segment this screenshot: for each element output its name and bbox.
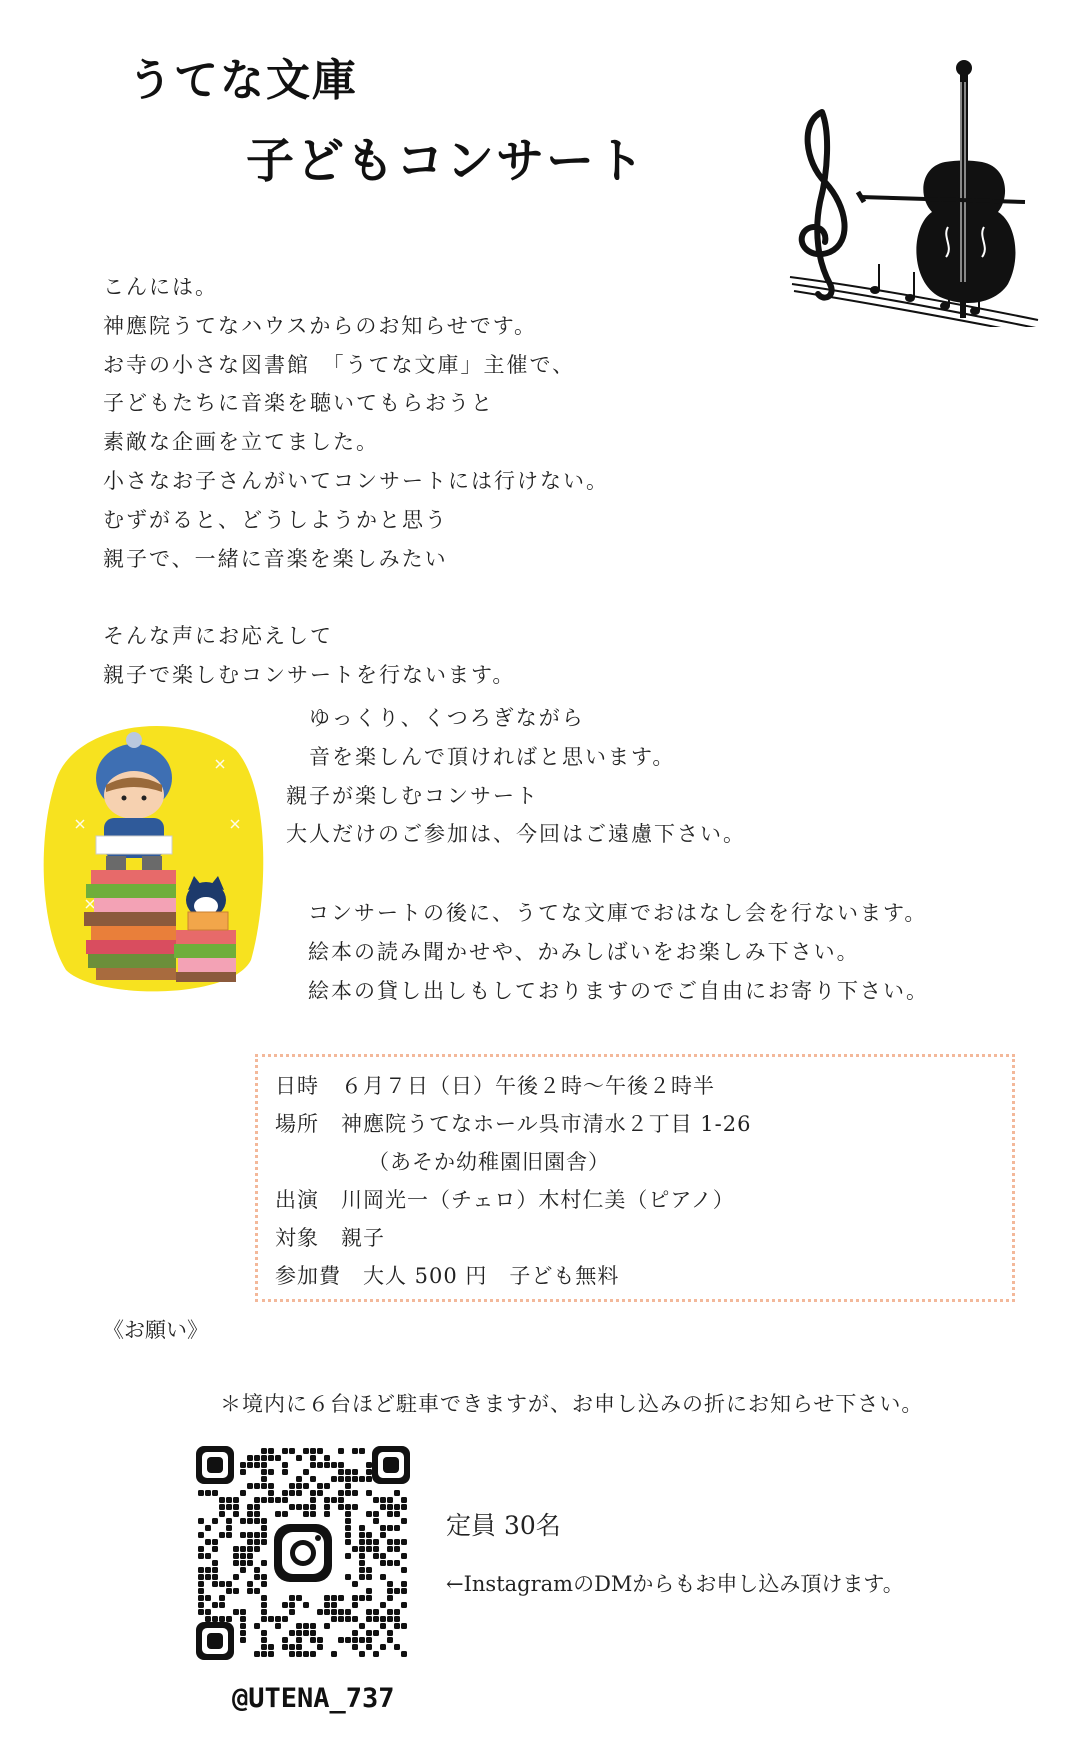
storytime-line: 絵本の貸し出しもしておりますのでご自由にお寄り下さい。 (308, 978, 929, 1003)
event-datetime: 日時 ６月７日（日）午後２時〜午後２時半 (275, 1074, 715, 1098)
event-performers: 出演 川岡光一（チェロ）木村仁美（ピアノ） (275, 1188, 735, 1212)
instagram-dm-note: ←InstagramのDMからもお申し込み頂けます。 (446, 1572, 904, 1596)
intro-line: 素敵な企画を立てました。 (103, 430, 379, 455)
intro-line: そんな声にお応えして (103, 624, 333, 649)
intro-line: むずがると、どうしようかと思う (103, 507, 448, 532)
treble-clef-cello-icon (770, 52, 1040, 327)
storytime-line: コンサートの後に、うてな文庫でおはなし会を行ないます。 (308, 901, 928, 925)
instagram-handle: @UTENA_737 (232, 1683, 395, 1714)
intro-line: 神應院うてなハウスからのお知らせです。 (103, 313, 538, 338)
intro-line: 親子で、一緒に音楽を楽しみたい (103, 546, 448, 571)
instagram-qr-code-icon[interactable] (196, 1446, 410, 1660)
intro-line: 小さなお子さんがいてコンサートには行けない。 (103, 468, 609, 493)
intro-spacer (103, 578, 803, 617)
message-line: 音を楽しんで頂ければと思います。 (286, 744, 676, 769)
message-line: 親子が楽しむコンサート (286, 783, 539, 808)
event-info-box (255, 1054, 1015, 1302)
event-place-note: （あそか幼稚園旧園舎） (368, 1150, 610, 1174)
child-reading-illustration (36, 700, 268, 1000)
intro-text (103, 268, 803, 695)
storytime-line: 絵本の読み聞かせや、かみしばいをお楽しみ下さい。 (308, 939, 860, 964)
message-block (286, 699, 1006, 854)
event-fee: 参加費 大人 500 円 子ども無料 (275, 1264, 620, 1288)
intro-line: お寺の小さな図書館 「うてな文庫」主催で、 (103, 352, 576, 377)
parking-note: ＊境内に６台ほど駐車できますが、お申し込みの折にお知らせ下さい。 (220, 1392, 924, 1416)
event-place: 場所 神應院うてなホール呉市清水２丁目 1-26 (275, 1112, 752, 1136)
intro-line: 子どもたちに音楽を聴いてもらおうと (103, 391, 494, 416)
title-line-2: 子どもコンサート (246, 133, 647, 189)
request-heading: 《お願い》 (103, 1318, 208, 1342)
title-line-1: うてな文庫 (128, 55, 358, 106)
event-target: 対象 親子 (275, 1226, 385, 1250)
intro-line: こんには。 (103, 275, 218, 299)
capacity: 定員 30名 (446, 1511, 561, 1540)
message-line: ゆっくり、くつろぎながら (286, 706, 585, 730)
message-line: 大人だけのご参加は、今回はご遠慮下さい。 (286, 822, 746, 847)
intro-line: 親子で楽しむコンサートを行ないます。 (103, 662, 516, 687)
storytime-block (308, 894, 1008, 1010)
